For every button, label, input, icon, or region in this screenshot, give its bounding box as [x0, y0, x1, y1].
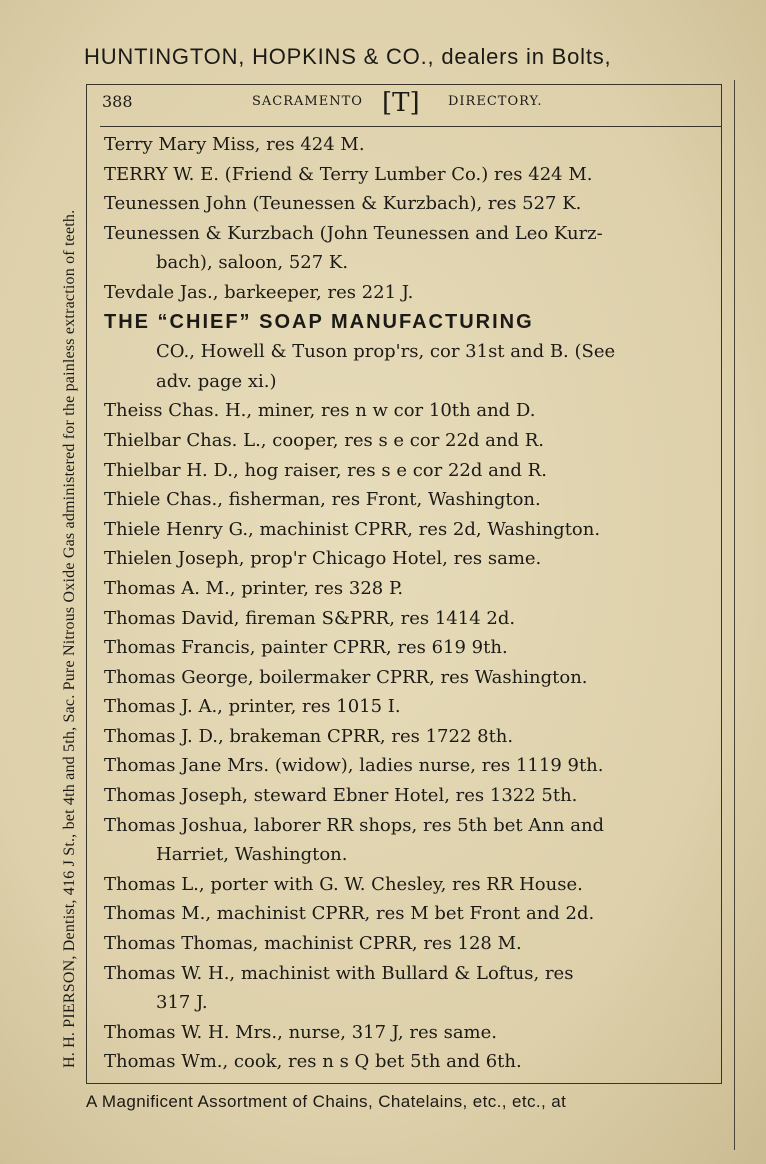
list-item: Thomas Francis, painter CPRR, res 619 9th. [104, 637, 508, 659]
margin-rule [734, 80, 735, 1150]
list-item: Thomas L., porter with G. W. Chesley, res RR House. [104, 873, 583, 895]
header-rule [100, 126, 722, 127]
list-item: Teunessen & Kurzbach (John Teunessen and Leo Kurz- bach), saloon, 527 K. [104, 222, 603, 274]
list-item: Thielbar H. D., hog raiser, res s e cor 22d and R. [104, 459, 547, 481]
list-item: Theiss Chas. H., miner, res n w cor 10th and D. [104, 400, 536, 422]
list-item: Thomas Wm., cook, res n s Q bet 5th and 6th. [104, 1051, 522, 1073]
list-item: Thielbar Chas. L., cooper, res s e cor 22d and R. [104, 429, 545, 451]
side-advertisement: H. H. PIERSON, Dentist, 416 J St., bet 4th and 5th, Sac. Pure Nitrous Oxide Gas administered for the painless extraction of teeth. [61, 209, 78, 1068]
list-item: Teunessen John (Teunessen & Kurzbach), res 527 K. [104, 193, 582, 215]
list-item: Thiele Chas., fisherman, res Front, Washington. [104, 489, 541, 511]
list-item: Thomas M., machinist CPRR, res M bet Front and 2d. [104, 903, 595, 925]
header-title: DIRECTORY. [448, 94, 543, 109]
list-item: Thomas A. M., printer, res 328 P. [104, 577, 404, 599]
list-item: Thomas David, fireman S&PRR, res 1414 2d. [104, 607, 516, 629]
list-item: Thomas Joshua, laborer RR shops, res 5th bet Ann and Harriet, Washington. [104, 814, 605, 866]
list-item: Thomas Thomas, machinist CPRR, res 128 M. [104, 933, 522, 955]
list-item: Tevdale Jas., barkeeper, res 221 J. [104, 281, 414, 303]
list-item: Thielen Joseph, prop'r Chicago Hotel, res same. [104, 548, 542, 570]
directory-entries [104, 130, 716, 1077]
list-item: Thomas W. H. Mrs., nurse, 317 J, res same. [104, 1021, 498, 1043]
list-item: Thomas J. A., printer, res 1015 I. [104, 696, 401, 718]
page-header [102, 88, 718, 124]
list-item: TERRY W. E. (Friend & Terry Lumber Co.) res 424 M. [104, 163, 593, 185]
list-item: Thomas George, boilermaker CPRR, res Washington. [104, 666, 588, 688]
list-item: Terry Mary Miss, res 424 M. [104, 134, 365, 155]
top-advertisement: HUNTINGTON, HOPKINS & CO., dealers in Bolts, [84, 44, 612, 69]
list-item: Thomas J. D., brakeman CPRR, res 1722 8th. [104, 725, 514, 747]
bottom-advertisement: A Magnificent Assortment of Chains, Chatelains, etc., etc., at [86, 1092, 567, 1111]
list-item: Thomas Joseph, steward Ebner Hotel, res 1322 5th. [104, 785, 578, 807]
list-item: Thomas W. H., machinist with Bullard & Loftus, res 317 J. [104, 962, 574, 1014]
header-city: SACRAMENTO [252, 94, 363, 109]
list-item-featured: THE “CHIEF” SOAP MANUFACTURING CO., Howell & Tuson prop'rs, cor 31st and B. (See adv. page xi.) [104, 310, 616, 392]
header-letter: [T] [382, 88, 420, 118]
page-number: 388 [102, 92, 133, 111]
list-item: Thiele Henry G., machinist CPRR, res 2d, Washington. [104, 518, 601, 540]
list-item: Thomas Jane Mrs. (widow), ladies nurse, res 1119 9th. [104, 755, 604, 777]
